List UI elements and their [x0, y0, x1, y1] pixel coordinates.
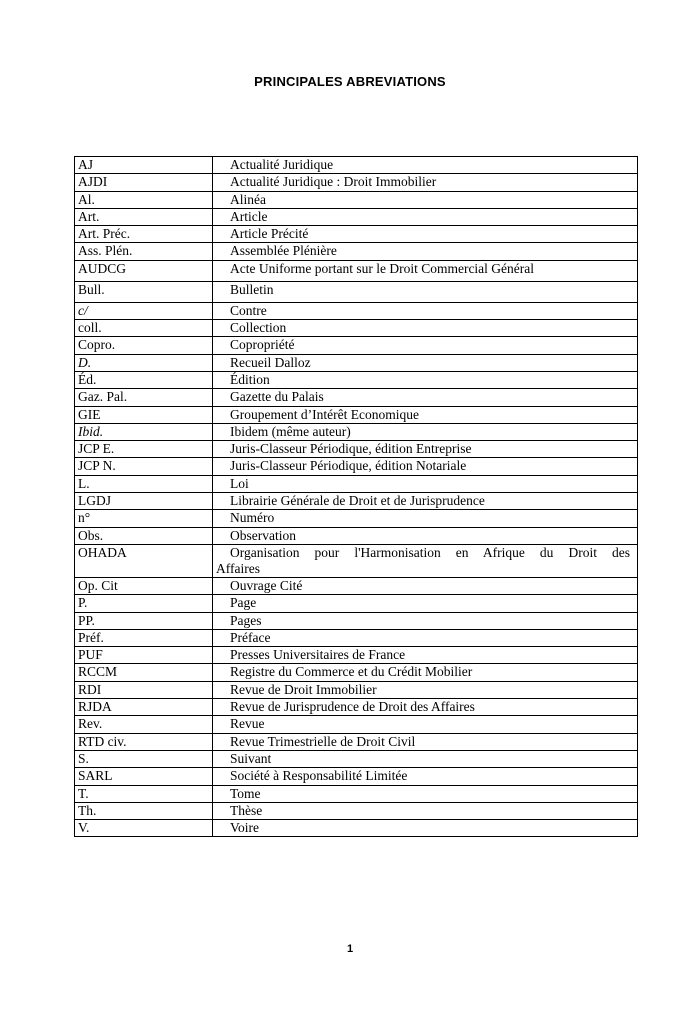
table-row: [75, 510, 638, 527]
abbreviation-cell: Bull.: [75, 281, 213, 302]
abbreviation-cell: T.: [75, 785, 213, 802]
table-row: [75, 629, 638, 646]
abbreviation-cell: RTD civ.: [75, 733, 213, 750]
page-title: PRINCIPALES ABREVIATIONS: [254, 74, 446, 89]
meaning-cell: Revue Trimestrielle de Droit Civil: [213, 733, 638, 750]
abbreviation-cell: L.: [75, 475, 213, 492]
table-row: [75, 716, 638, 733]
meaning-cell: Librairie Générale de Droit et de Jurisprudence: [213, 493, 638, 510]
abbreviation-cell: Ass. Plén.: [75, 243, 213, 260]
meaning-cell: Acte Uniforme portant sur le Droit Commercial Général: [213, 260, 638, 281]
abbreviation-cell: coll.: [75, 320, 213, 337]
table-row: [75, 664, 638, 681]
meaning-cell: Revue: [213, 716, 638, 733]
abbreviation-cell: D.: [75, 354, 213, 371]
table-row: [75, 174, 638, 191]
table-row: [75, 354, 638, 371]
meaning-cell: Groupement d’Intérêt Economique: [213, 406, 638, 423]
meaning-cell: Page: [213, 595, 638, 612]
table-row: [75, 260, 638, 281]
meaning-cell: Actualité Juridique: [213, 157, 638, 174]
abbreviation-cell: P.: [75, 595, 213, 612]
meaning-cell: Article Précité: [213, 226, 638, 243]
abbreviation-cell: Al.: [75, 191, 213, 208]
table-row: [75, 243, 638, 260]
table-row: [75, 191, 638, 208]
table-row: [75, 302, 638, 319]
abbreviation-cell: Éd.: [75, 371, 213, 388]
table-row: [75, 768, 638, 785]
table-row: [75, 647, 638, 664]
table-row: [75, 699, 638, 716]
page-number: 1: [346, 943, 354, 955]
abbreviation-cell: S.: [75, 750, 213, 767]
meaning-cell: Revue de Jurisprudence de Droit des Affaires: [213, 699, 638, 716]
abbreviation-cell: JCP E.: [75, 441, 213, 458]
table-row: [75, 320, 638, 337]
table-row: [75, 226, 638, 243]
abbreviation-cell: Obs.: [75, 527, 213, 544]
table-row: [75, 441, 638, 458]
table-row: [75, 371, 638, 388]
meaning-line-1: Organisation pour l'Harmonisation en Afrique du Droit des: [230, 544, 630, 560]
abbreviation-cell: Copro.: [75, 337, 213, 354]
table-row: [75, 406, 638, 423]
table-row: [75, 337, 638, 354]
table-row: [75, 820, 638, 837]
abbreviation-cell: JCP N.: [75, 458, 213, 475]
table-row: [75, 281, 638, 302]
meaning-cell: Préface: [213, 629, 638, 646]
abbreviation-cell: Op. Cit: [75, 577, 213, 594]
table-row: [75, 458, 638, 475]
meaning-cell: Ouvrage Cité: [213, 577, 638, 594]
meaning-cell: Alinéa: [213, 191, 638, 208]
abbreviation-cell: AJ: [75, 157, 213, 174]
meaning-cell: Revue de Droit Immobilier: [213, 681, 638, 698]
meaning-cell: Copropriété: [213, 337, 638, 354]
table-row: [75, 475, 638, 492]
abbreviation-cell: Gaz. Pal.: [75, 389, 213, 406]
abbreviation-cell: RDI: [75, 681, 213, 698]
table-row: [75, 681, 638, 698]
meaning-cell: Juris-Classeur Périodique, édition Notariale: [213, 458, 638, 475]
abbreviation-cell: PP.: [75, 612, 213, 629]
table-row: [75, 423, 638, 440]
abbreviation-cell: AUDCG: [75, 260, 213, 281]
table-row: [75, 577, 638, 594]
abbreviation-cell: Rev.: [75, 716, 213, 733]
abbreviation-cell: Art.: [75, 208, 213, 225]
table-row: [75, 733, 638, 750]
table-row: [75, 493, 638, 510]
meaning-cell: [213, 544, 638, 577]
abbreviation-cell: c/: [75, 302, 213, 319]
abbreviation-cell: Art. Préc.: [75, 226, 213, 243]
meaning-cell: Société à Responsabilité Limitée: [213, 768, 638, 785]
meaning-cell: Assemblée Plénière: [213, 243, 638, 260]
meaning-cell: Article: [213, 208, 638, 225]
meaning-cell: Recueil Dalloz: [213, 354, 638, 371]
meaning-cell: Collection: [213, 320, 638, 337]
abbreviation-cell: Préf.: [75, 629, 213, 646]
abbreviation-cell: n°: [75, 510, 213, 527]
table-row: [75, 612, 638, 629]
meaning-cell: Registre du Commerce et du Crédit Mobilier: [213, 664, 638, 681]
abbreviation-cell: SARL: [75, 768, 213, 785]
meaning-cell: Numéro: [213, 510, 638, 527]
table-row: [75, 527, 638, 544]
meaning-cell: Loi: [213, 475, 638, 492]
meaning-cell: Voire: [213, 820, 638, 837]
abbreviation-cell: Ibid.: [75, 423, 213, 440]
meaning-cell: Suivant: [213, 750, 638, 767]
abbreviation-cell: PUF: [75, 647, 213, 664]
meaning-line-2: Affaires: [216, 560, 260, 576]
meaning-cell: Contre: [213, 302, 638, 319]
meaning-cell: Observation: [213, 527, 638, 544]
table-row: [75, 544, 638, 577]
meaning-cell: Pages: [213, 612, 638, 629]
table-row: [75, 208, 638, 225]
meaning-cell: Presses Universitaires de France: [213, 647, 638, 664]
table-row: [75, 802, 638, 819]
abbreviation-cell: LGDJ: [75, 493, 213, 510]
abbreviation-cell: Th.: [75, 802, 213, 819]
abbreviation-cell: RJDA: [75, 699, 213, 716]
table-row: [75, 389, 638, 406]
meaning-cell: Ibidem (même auteur): [213, 423, 638, 440]
meaning-cell: Tome: [213, 785, 638, 802]
meaning-cell: Édition: [213, 371, 638, 388]
abbreviation-cell: V.: [75, 820, 213, 837]
abbreviations-table: [74, 156, 638, 837]
meaning-cell: Gazette du Palais: [213, 389, 638, 406]
table-row: [75, 595, 638, 612]
meaning-cell: Bulletin: [213, 281, 638, 302]
table-row: [75, 785, 638, 802]
meaning-cell: Actualité Juridique : Droit Immobilier: [213, 174, 638, 191]
meaning-cell: Thèse: [213, 802, 638, 819]
abbreviation-cell: AJDI: [75, 174, 213, 191]
abbreviation-cell: RCCM: [75, 664, 213, 681]
meaning-cell: Juris-Classeur Périodique, édition Entreprise: [213, 441, 638, 458]
table-row: [75, 157, 638, 174]
abbreviation-cell: OHADA: [75, 544, 213, 577]
table-row: [75, 750, 638, 767]
abbreviation-cell: GIE: [75, 406, 213, 423]
